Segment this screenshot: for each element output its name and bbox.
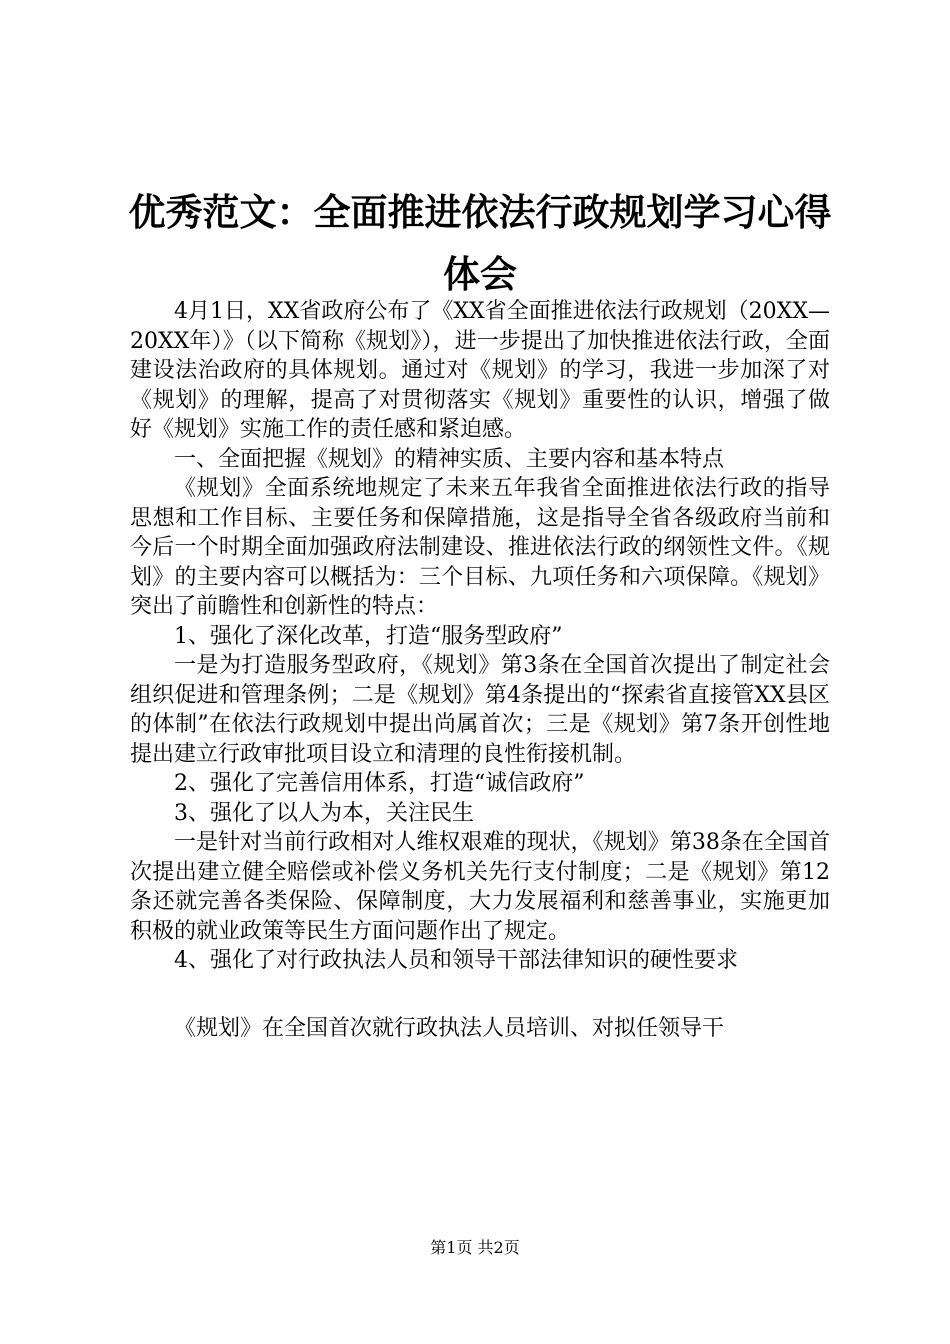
document-body <box>130 297 830 1043</box>
paragraph-intro: 4月1日，XX省政府公布了《XX省全面推进依法行政规划（20XX—20XX年）》（以下简称《规划》），进一步提出了加快推进依法行政，全面建设法治政府的具体规划。通过对《规划》的学习，我进一步加深了对《规划》的理解，提高了对贯彻落实《规划》重要性的认识，增强了做好《规划》实施工作的责任感和紧迫感。 <box>130 299 830 442</box>
paragraph-livelihood: 一是针对当前行政相对人维权艰难的现状，《规划》第38条在全国首次提出建立健全赔偿或补偿义务机关先行支付制度；二是《规划》第12条还就完善各类保险、保障制度，大力发展福利和慈善事业，实施更加积极的就业政策等民生方面问题作出了规定。 <box>130 830 830 944</box>
section-heading-1: 一、全面把握《规划》的精神实质、主要内容和基本特点 <box>174 446 725 472</box>
subheading-4: 4、强化了对行政执法人员和领导干部法律知识的硬性要求 <box>174 948 738 973</box>
subheading-1: 1、强化了深化改革，打造“服务型政府” <box>174 623 563 649</box>
document-title: 优秀范文：全面推进依法行政规划学习心得体会 <box>128 191 832 296</box>
page-footer: 第1页 共2页 <box>430 1238 520 1257</box>
subheading-2: 2、强化了完善信用体系，打造“诚信政府” <box>174 771 585 796</box>
paragraph-overview: 《规划》全面系统地规定了未来五年我省全面推进依法行政的指导思想和工作目标、主要任务和保障措施，这是指导全省各级政府当前和今后一个时期全面加强政府法制建设、推进依法行政的纲领性文件。《规划》的主要内容可以概括为：三个目标、九项任务和六项保障。《规划》突出了前瞻性和创新性的特点： <box>130 476 830 619</box>
subheading-3: 3、强化了以人为本，关注民生 <box>174 800 474 826</box>
paragraph-training: 《规划》在全国首次就行政执法人员培训、对拟任领导干 <box>174 1015 725 1041</box>
paragraph-service-government: 一是为打造服务型政府，《规划》第3条在全国首次提出了制定社会组织促进和管理条例；二是《规划》第4条提出的“探索省直接管XX县区的体制”在依法行政规划中提出尚属首次；三是《规划》第7条开创性地提出建立行政审批项目设立和清理的良性衔接机制。 <box>130 653 830 767</box>
